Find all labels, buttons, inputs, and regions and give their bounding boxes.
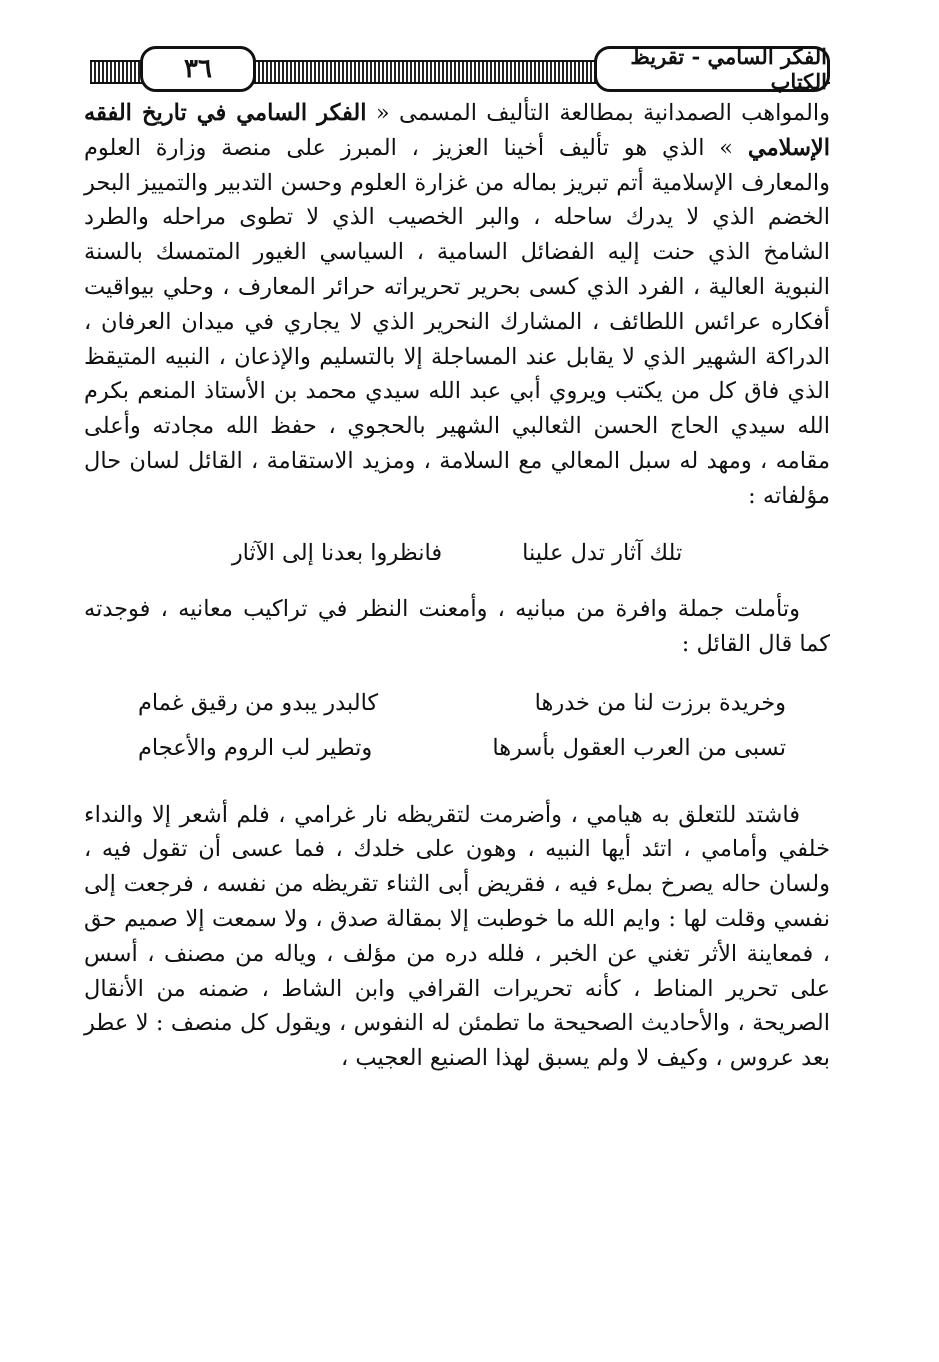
spacer — [84, 776, 830, 798]
running-title: الفكر السامي - تقريظ الكتاب — [594, 46, 830, 92]
page-body — [84, 96, 830, 1076]
verse-1 — [84, 536, 830, 571]
page-header — [90, 44, 830, 94]
verse-1-first-hemistich: تلك آثار تدل علينا — [522, 539, 683, 566]
verse-2 — [84, 686, 830, 721]
page-number: ٣٦ — [140, 46, 256, 92]
paragraph-1 — [84, 96, 830, 514]
verse-1-second-hemistich: فانظروا بعدنا إلى الآثار — [231, 539, 443, 566]
spacer — [84, 662, 830, 676]
paragraph-1-body: » الذي هو تأليف أخينا العزيز ، المبرز على منصة وزارة العلوم والمعارف الإسلامية أتم تبريز بماله من غزارة العلوم وحسن التدبير والتمييز البحر الخضم الذي لا يدرك ساحله ، والبر الخصيب الذي لا تطوى مراحله والطرد الشامخ الذي حنت إليه الفضائل السامية ، السياسي الغيور المتمسك بالسنة النبوية العالية ، الفرد الذي كسى بحرير تحريراته حرائر المعارف ، وحلي بيواقيت أفكاره عرائس اللطائف ، المشارك النحرير الذي لا يجاري في ميدان العرفان ، الدراكة الشهير الذي لا يقابل عند المساجلة إلا بالتسليم والإذعان ، النبيه المتيقظ الذي فاق كل من يكتب ويروي أبي عبد الله سيدي محمد بن الأستاذ المنعم بكرم الله سيدي الحاج الحسن الثعالبي الشهير بالحجوي ، حفظ الله مجادته وأعلى مقامه ، ومهد له سبل المعالي مع السلامة ، ومزيد الاستقامة ، القائل لسان حال مؤلفاته : — [84, 134, 830, 509]
paragraph-3: فاشتد للتعلق به هيامي ، وأضرمت لتقريظه نار غرامي ، فلم أشعر إلا والنداء خلفي وأمامي ، اتئد أيها النبيه ، وهون على خلدك ، فما عسى أن تقول فيه ، ولسان حاله يصرخ بملء فيه ، فقريض أبى الثناء تقريظه من نفسه ، فرجعت إلى نفسي وقلت لها : وايم الله ما خوطبت إلا بمقالة صدق ، ولا سمعت إلا صميم حق ، فمعاينة الأثر تغني عن الخبر ، فلله دره من مؤلف ، وياله من مصنف ، أسس على تحرير المناط ، كأنه تحريرات القرافي وابن الشاط ، ضمنه من الأنقال الصريحة ، والأحاديث الصحيحة ما تطمئن له النفوس ، ويقول كل منصف : لا عطر بعد عروس ، وكيف لا ولم يسبق لهذا الصنيع العجيب ، — [84, 801, 830, 1072]
verse-3-second-hemistich: وتطير لب الروم والأعجام — [138, 734, 373, 761]
verse-2-first-hemistich: وخريدة برزت لنا من خدرها — [534, 689, 786, 716]
paragraph-2: وتأملت جملة وافرة من مبانيه ، وأمعنت النظر في تراكيب معانيه ، فوجدته كما قال القائل : — [84, 596, 830, 658]
verse-3-first-hemistich: تسبى من العرب العقول بأسرها — [492, 734, 786, 761]
verse-2-second-hemistich: كالبدر يبدو من رقيق غمام — [138, 689, 379, 716]
verse-3 — [84, 731, 830, 766]
book-title: الفكر السامي في تاريخ الفقه الإسلامي — [84, 100, 831, 161]
paragraph-1-opening: والمواهب الصمدانية بمطالعة التأليف المسمى « — [375, 100, 831, 126]
